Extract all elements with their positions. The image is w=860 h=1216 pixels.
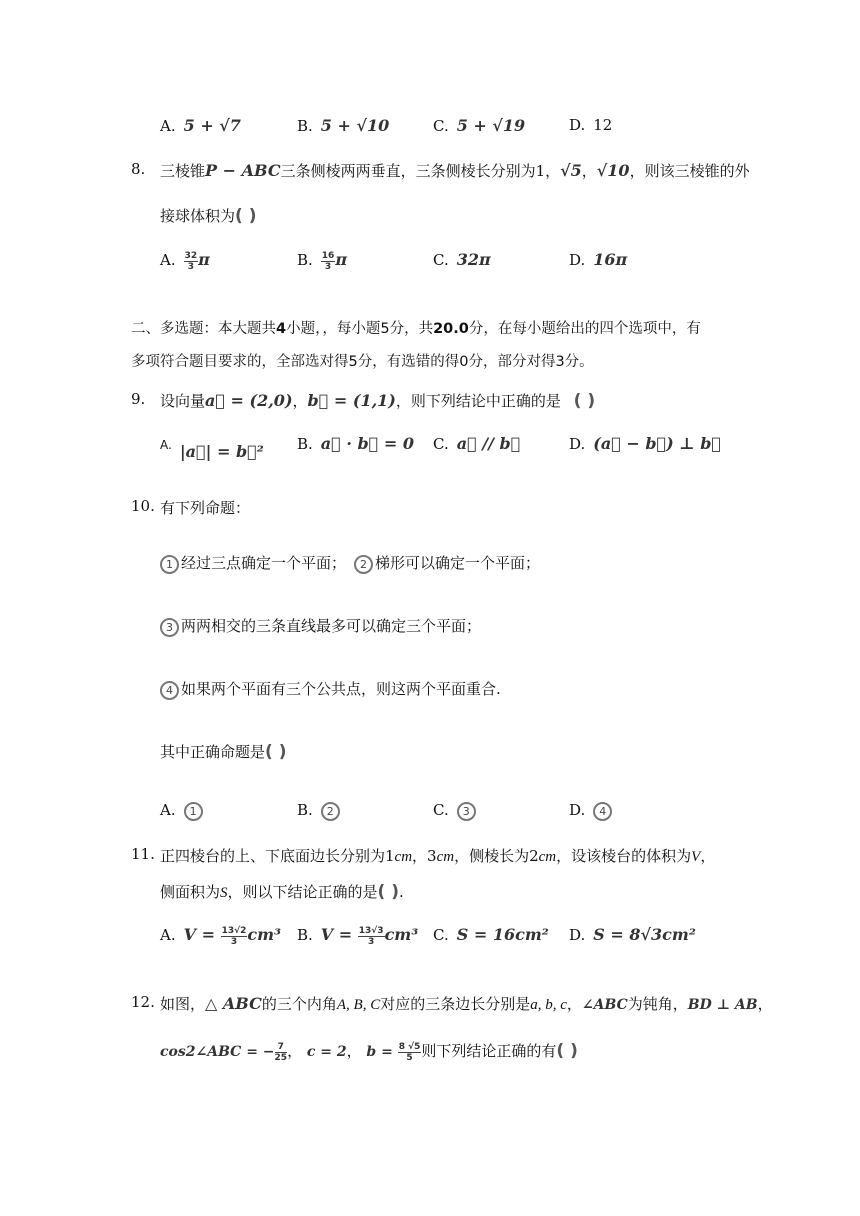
option-label: A. [160,926,176,944]
option-label: C. [433,435,449,453]
numerator: 8 √5 [398,1041,421,1052]
option-math: 5 + √7 [183,116,241,135]
text: 设向量 [160,392,206,410]
q12-number: 12. [131,993,155,1011]
option-label: A. [160,117,176,135]
text: 梯形可以确定一个平面； [375,554,541,572]
text: 二、多选题：本大题共 [131,321,276,337]
option-label: B. [297,926,313,944]
option-label: A. [160,251,176,269]
total-score: 20.0 [433,321,469,337]
q10-ask [160,741,286,762]
answer-paren: ( ) [235,206,257,226]
q9-option-a [160,434,264,461]
option-label: B. [297,251,313,269]
text: 如果两个平面有三个公共点，则这两个平面重合. [181,680,501,698]
math: b = [366,1044,398,1060]
math: a, b, c [530,997,567,1013]
circled-number: 2 [321,802,340,821]
option-label: C. [433,251,449,269]
math: ∠ABC [581,997,628,1013]
unit: cm [436,849,455,865]
text: 其中正确命题是 [160,743,266,761]
answer-paren: ( ) [573,391,596,411]
math: b⃗ = (1,1) [307,391,396,410]
q8-option-a [160,250,210,272]
q10-option-b [297,801,342,821]
q7-option-d [569,116,612,134]
q11-option-b [297,925,418,947]
q11-option-a [160,925,281,947]
math: V = [183,925,221,944]
fraction [321,251,336,272]
q10-option-c [433,801,478,821]
text: ，则该三棱锥的外 [629,162,750,180]
q9-option-d [569,434,721,453]
text: ，设该棱台的体积为 [556,847,692,865]
option-math: a⃗ · b⃗ = 0 [320,434,414,453]
math: π [198,250,210,269]
q11-stem-line2 [160,881,404,902]
numerator: 7 [275,1042,288,1053]
section2-heading-line2: 多项符合题目要求的，全部选对得5分，有选错的得0分，部分对得3分。 [131,354,594,370]
math: P − ABC [205,161,281,180]
option-math: 5 + √10 [320,116,390,135]
text: ， [700,847,716,865]
denominator: 25 [274,1052,288,1063]
text: ，3 [412,847,437,865]
q10-item-4 [160,678,501,700]
option-math: S = 16cm² [456,925,549,944]
q9-option-b [297,434,414,453]
q10-stem: 有下列命题： [160,499,251,517]
text: ， [581,162,597,180]
math: cm³ [247,925,282,944]
unit: cm [538,849,557,865]
text: ， [757,995,773,1013]
text: 经过三点确定一个平面； [181,554,347,572]
text: 侧面积为 [160,883,221,901]
math: BD ⊥ AB [687,997,758,1013]
circled-number: 2 [354,555,373,574]
q11-option-c [433,925,549,944]
fraction [398,1042,422,1063]
q9-number: 9. [131,390,146,408]
text: . [399,883,404,901]
numerator: 32 [184,250,198,261]
option-math: 32π [456,250,491,269]
variable: S [220,885,228,901]
math: cos2∠ABC = − [160,1044,275,1060]
q8-option-c [433,250,491,269]
q8-option-d [569,250,627,269]
text: ， [287,1042,303,1060]
text: 三棱锥 [160,162,206,180]
option-math: (a⃗ − b⃗) ⊥ b⃗ [593,434,721,453]
option-math: 5 + √19 [456,116,526,135]
q7-option-b [297,116,389,135]
answer-paren: ( ) [265,742,287,762]
text: 对应的三条边长分别是 [380,995,531,1013]
unit: cm [394,849,413,865]
q8-stem-line2 [160,205,256,226]
q8-number: 8. [131,160,146,178]
math: cm³ [384,925,419,944]
option-label: C. [433,926,449,944]
text: ， [292,392,308,410]
q7-option-c [433,116,525,135]
q11-number: 11. [131,845,155,863]
q10-option-d [569,801,614,821]
denominator: 3 [368,936,375,947]
text: 则下列结论正确的有 [421,1042,557,1060]
denominator: 3 [230,936,238,947]
q12-stem-line1 [160,993,773,1014]
option-label: B. [297,117,313,135]
denominator: 5 [406,1052,413,1063]
denominator: 3 [324,261,332,272]
q8-option-b [297,250,347,272]
math: A, B, C [336,997,381,1013]
text: 正四棱台的上、下底面边长分别为1 [160,847,395,865]
option-math: S = 8√3cm² [593,925,696,944]
option-label: D. [569,435,586,453]
count: 4 [276,321,287,337]
fraction [358,926,385,947]
math: V = [320,925,358,944]
option-label: D. [569,116,586,134]
text: 为钝角， [627,995,688,1013]
option-label: B. [297,801,313,819]
answer-paren: ( ) [556,1041,578,1061]
text: 分，在每小题给出的四个选项中，有 [468,321,701,337]
option-label: A. [160,438,172,452]
option-math: a⃗ // b⃗ [456,434,521,453]
q10-option-a [160,801,205,821]
text: ， [566,995,582,1013]
section2-heading-line1 [131,317,701,338]
text: 接球体积为 [160,207,236,225]
circled-number: 4 [160,681,179,700]
q10-item-2 [354,552,540,574]
q11-option-d [569,925,696,944]
text: 小题，，每小题5分，共 [286,321,434,337]
text: 三条侧棱两两垂直，三条侧棱长分别为1， [280,162,561,180]
fraction [184,251,199,272]
text: ，则下列结论中正确的是 [395,392,561,410]
numerator: 13√2 [221,925,247,936]
option-label: C. [433,801,449,819]
q7-option-a [160,116,241,135]
q9-option-c [433,434,520,453]
fraction [275,1042,288,1063]
option-label: D. [569,926,586,944]
option-label: C. [433,117,449,135]
math: √10 [596,161,630,180]
option-label: D. [569,251,586,269]
text: 的三个内角 [261,995,337,1013]
text: ，侧棱长为2 [454,847,539,865]
circled-number: 1 [184,802,203,821]
q12-stem-line2 [160,1040,578,1063]
q10-number: 10. [131,497,155,515]
denominator: 3 [187,261,194,272]
text: 两两相交的三条直线最多可以确定三个平面； [181,617,482,635]
option-math: 16π [593,250,628,269]
math: √5 [560,161,582,180]
variable: V [691,849,701,865]
q10-item-3 [160,615,481,637]
math: π [335,250,348,269]
option-math: |a⃗| = b⃗² [179,442,264,461]
option-label: A. [160,801,176,819]
circled-number: 3 [160,618,179,637]
q11-stem-line1 [160,845,715,866]
numerator: 16 [321,250,335,261]
q8-stem-line1 [160,160,750,181]
q10-item-1 [160,552,346,574]
answer-paren: ( ) [377,882,399,902]
fraction [221,926,248,947]
math: a⃗ = (2,0) [205,391,293,410]
q9-stem [160,390,595,411]
option-math: 12 [593,116,613,134]
circled-number: 4 [593,802,612,821]
numerator: 13√3 [358,925,384,936]
text: ，则以下结论正确的是 [227,883,378,901]
text: 如图， [160,995,206,1013]
option-label: D. [569,801,586,819]
text: ， [346,1042,362,1060]
math: △ ABC [205,994,262,1013]
math: c = 2 [306,1044,347,1060]
option-label: B. [297,435,313,453]
circled-number: 3 [457,802,476,821]
circled-number: 1 [160,555,179,574]
